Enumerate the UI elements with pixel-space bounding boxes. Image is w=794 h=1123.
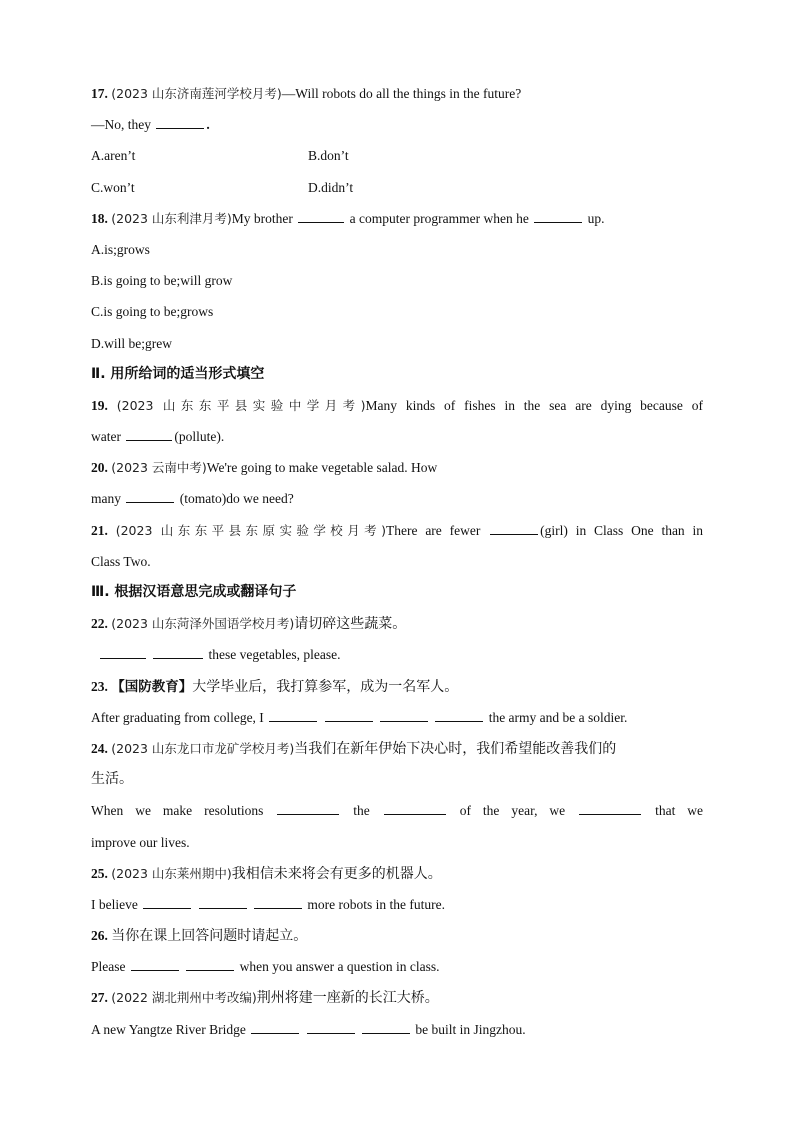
question-number: 22. — [91, 616, 108, 632]
question-19 — [91, 390, 703, 421]
option-a[interactable]: A.is;grows — [91, 241, 150, 257]
answer-blank[interactable] — [298, 210, 344, 223]
question-source: (2023 山东济南莲河学校月考) — [111, 86, 282, 101]
option-d[interactable]: D.will be;grew — [91, 335, 172, 351]
answer-text: the army and be a soldier. — [488, 709, 628, 725]
question-number: 26. — [91, 928, 108, 944]
question-source: (2023 山东东平县东原实验学校月考) — [115, 522, 387, 538]
answer-blank[interactable] — [186, 958, 234, 971]
chinese-prompt: 当我们在新年伊始下决心时，我们希望能改善我们的 — [294, 740, 617, 757]
question-19-cont — [91, 421, 703, 452]
question-20 — [91, 452, 703, 483]
answer-text: A new Yangtze River Bridge — [91, 1021, 246, 1037]
question-27 — [91, 982, 703, 1013]
question-20-cont — [91, 483, 703, 514]
question-24-answer — [91, 795, 703, 826]
answer-blank[interactable] — [254, 896, 302, 909]
answer-blank[interactable] — [126, 490, 174, 503]
option-b[interactable]: B.don’t — [308, 148, 349, 164]
answer-blank[interactable] — [269, 709, 317, 722]
answer-text: the — [353, 803, 370, 819]
section-heading: Ⅲ. 根据汉语意思完成或翻译句子 — [91, 584, 297, 600]
answer-blank[interactable] — [156, 116, 204, 129]
option-c[interactable]: C.is going to be;grows — [91, 304, 214, 320]
question-source: (2023 山东莱州期中) — [111, 865, 232, 881]
question-24 — [91, 733, 703, 764]
answer-text: Please — [91, 959, 126, 975]
question-text: (girl) in Class One than in — [540, 522, 704, 538]
answer-text: I believe — [91, 896, 138, 912]
question-26-answer — [91, 951, 703, 982]
answer-text: improve our lives. — [91, 834, 190, 850]
question-text: a computer programmer when he — [349, 210, 529, 226]
question-number: 18. — [91, 210, 108, 226]
answer-text: When we make resolutions — [91, 803, 264, 819]
question-text: many — [91, 491, 121, 507]
question-number: 20. — [91, 460, 108, 476]
answer-text: more robots in the future. — [307, 896, 445, 912]
answer-blank[interactable] — [251, 1021, 299, 1034]
option-c[interactable]: C.won’t — [91, 179, 135, 195]
answer-text: After graduating from college, I — [91, 709, 264, 725]
question-21 — [91, 515, 703, 546]
question-text: There are fewer — [386, 522, 481, 538]
question-text: Many kinds of fishes in the sea are dying because of — [365, 397, 703, 413]
answer-blank[interactable] — [131, 958, 179, 971]
question-source: (2023 云南中考) — [111, 460, 207, 476]
answer-blank[interactable] — [579, 802, 641, 815]
chinese-prompt: 荆州将建一座新的长江大桥。 — [256, 990, 439, 1007]
question-source: (2023 山东东平县实验中学月考) — [116, 397, 366, 413]
answer-text: that we — [655, 803, 704, 819]
chinese-prompt: 请切碎这些蔬菜。 — [294, 616, 407, 633]
question-17-answer — [91, 109, 703, 140]
question-17 — [91, 78, 703, 109]
answer-blank[interactable] — [307, 1021, 355, 1034]
answer-blank[interactable] — [325, 709, 373, 722]
answer-blank[interactable] — [153, 646, 203, 659]
question-text: (tomato)do we need? — [179, 491, 294, 507]
question-text: up. — [587, 210, 605, 226]
question-number: 24. — [91, 740, 108, 756]
question-25-answer — [91, 889, 703, 920]
question-text: —Will robots do all the things in the future? — [281, 86, 522, 101]
question-source: (2023 山东菏泽外国语学校月考) — [111, 616, 295, 632]
answer-blank[interactable] — [362, 1021, 410, 1034]
answer-text: when you answer a question in class. — [239, 959, 440, 975]
question-text: water — [91, 429, 121, 445]
answer-blank[interactable] — [435, 709, 483, 722]
answer-blank[interactable] — [100, 646, 146, 659]
question-27-answer — [91, 1014, 703, 1045]
question-number: 25. — [91, 865, 108, 881]
answer-text: these vegetables, please. — [208, 647, 341, 663]
question-number: 23. — [91, 678, 108, 694]
answer-text: of the year, we — [459, 803, 566, 819]
chinese-prompt: 生活。 — [91, 771, 133, 788]
options-row — [91, 140, 703, 171]
question-22-answer — [91, 639, 703, 670]
question-23-answer — [91, 702, 703, 733]
answer-suffix: . — [206, 117, 210, 133]
answer-prefix: —No, they — [91, 117, 151, 133]
answer-blank[interactable] — [143, 896, 191, 909]
question-text: We're going to make vegetable salad. How — [206, 460, 438, 476]
answer-blank[interactable] — [199, 896, 247, 909]
question-23 — [91, 671, 703, 702]
question-18 — [91, 203, 703, 234]
question-number: 27. — [91, 990, 108, 1006]
question-number: 21. — [91, 522, 108, 538]
question-number: 19. — [91, 397, 108, 413]
question-25 — [91, 858, 703, 889]
answer-text: be built in Jingzhou. — [415, 1021, 526, 1037]
option-d[interactable]: D.didn’t — [308, 179, 354, 195]
option-b[interactable]: B.is going to be;will grow — [91, 273, 233, 289]
answer-blank[interactable] — [277, 802, 339, 815]
answer-blank[interactable] — [126, 428, 172, 441]
section-heading: Ⅱ. 用所给词的适当形式填空 — [91, 365, 265, 382]
question-text: (pollute). — [174, 429, 225, 445]
question-text: Class Two. — [91, 553, 151, 569]
question-source: (2023 山东利津月考) — [111, 210, 232, 226]
options-row — [91, 172, 703, 203]
answer-blank[interactable] — [380, 709, 428, 722]
question-number: 17. — [91, 86, 108, 101]
worksheet-page — [91, 78, 703, 1045]
answer-blank[interactable] — [490, 522, 538, 535]
question-26 — [91, 920, 703, 951]
topic-tag: 【国防教育】 — [111, 678, 193, 695]
question-22 — [91, 608, 703, 639]
question-text: My brother — [231, 210, 293, 226]
question-source: (2022 湖北荆州中考改编) — [111, 990, 257, 1006]
chinese-prompt: 我相信未来将会有更多的机器人。 — [231, 865, 442, 882]
chinese-prompt: 当你在课上回答问题时请起立。 — [111, 928, 308, 945]
chinese-prompt: 大学毕业后，我打算参军，成为一名军人。 — [192, 678, 459, 695]
answer-blank[interactable] — [384, 802, 446, 815]
answer-blank[interactable] — [534, 210, 582, 223]
question-source: (2023 山东龙口市龙矿学校月考) — [111, 740, 295, 756]
option-a[interactable]: A.aren’t — [91, 148, 136, 164]
